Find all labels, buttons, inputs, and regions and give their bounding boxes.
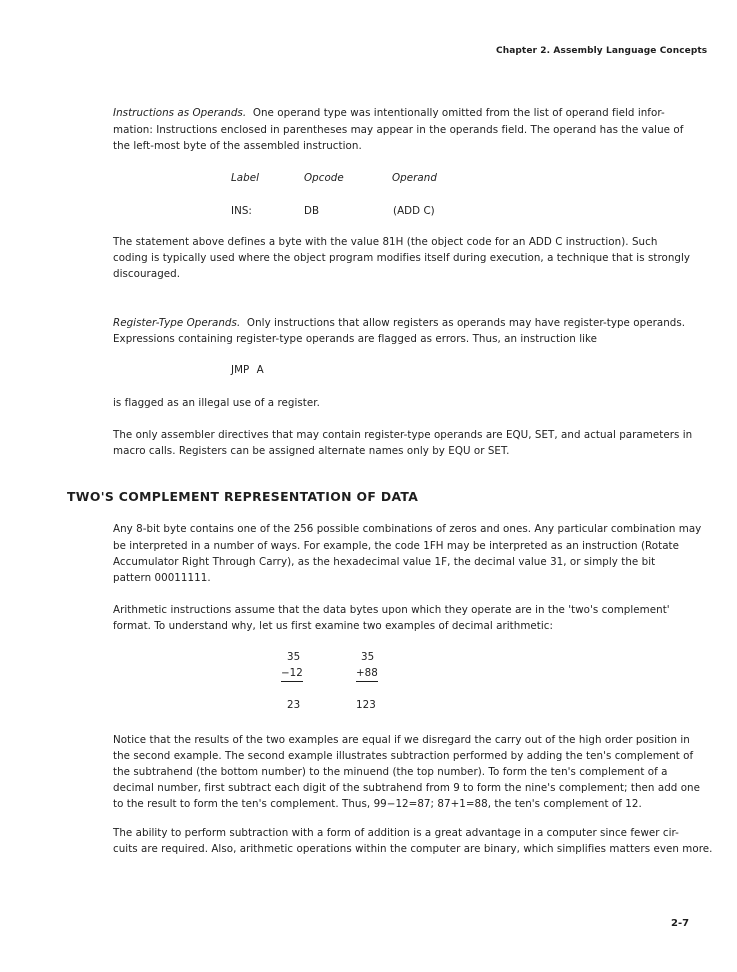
arith-a-subtrahend: −12 — [281, 667, 303, 682]
text-span: One operand type was intentionally omitted from the list of operand field infor- — [252, 107, 665, 119]
column-header-operand: Operand — [392, 172, 437, 184]
paragraph-line: The only assembler directives that may contain register-type operands are EQU, SET, and actual parameters in — [113, 429, 693, 441]
paragraph-line: Any 8-bit byte contains one of the 256 possible combinations of zeros and ones. Any particular combination may — [113, 523, 702, 535]
paragraph-line: coding is typically used where the object program modifies itself during execution, a technique that is strongly — [113, 252, 691, 264]
arith-b-top: 35 — [361, 651, 375, 663]
paragraph-line: discouraged. — [113, 268, 181, 280]
subsection-heading: Instructions as Operands. — [113, 107, 247, 119]
paragraph-line: Accumulator Right Through Carry), as the hexadecimal value 1F, the decimal value 31, or simply the bit — [113, 556, 656, 568]
paragraph-line: the left-most byte of the assembled instruction. — [113, 140, 362, 152]
column-header-label: Label — [231, 172, 260, 184]
running-header: Chapter 2. Assembly Language Concepts — [496, 46, 708, 56]
example-opcode: DB — [304, 205, 320, 217]
paragraph-line: Notice that the results of the two examples are equal if we disregard the carry out of the high order position in — [113, 734, 690, 746]
paragraph-line: cuits are required. Also, arithmetic operations within the computer are binary, which simplifies matters even more. — [113, 843, 713, 855]
arith-a-result: 23 — [287, 699, 301, 711]
paragraph-line: Arithmetic instructions assume that the data bytes upon which they operate are in the 'two's complement' — [113, 604, 670, 616]
section-title: TWO'S COMPLEMENT REPRESENTATION OF DATA — [67, 489, 419, 504]
column-header-opcode: Opcode — [304, 172, 344, 184]
arith-b-addend: +88 — [356, 667, 378, 682]
paragraph-line: to the result to form the ten's complement. Thus, 99−12=87; 87+1=88, the ten's complement of 12. — [113, 798, 642, 810]
paragraph-line — [113, 107, 665, 119]
subsection-heading: Register-Type Operands. — [113, 317, 241, 329]
text-span: Only instructions that allow registers as operands may have register-type operands. — [246, 317, 686, 329]
example-operand: (ADD C) — [393, 205, 435, 217]
paragraph-line: the subtrahend (the bottom number) to the minuend (the top number). To form the ten's complement of a — [113, 766, 668, 778]
paragraph-line: decimal number, first subtract each digit of the subtrahend from 9 to form the nine's complement; then add one — [113, 782, 701, 794]
paragraph-line: be interpreted in a number of ways. For example, the code 1FH may be interpreted as an instruction (Rotate — [113, 540, 680, 552]
paragraph-line: macro calls. Registers can be assigned alternate names only by EQU or SET. — [113, 445, 510, 457]
paragraph-line: is flagged as an illegal use of a register. — [113, 397, 320, 409]
paragraph-line: mation: Instructions enclosed in parentheses may appear in the operands field. The operand has the value of — [113, 124, 684, 136]
arith-a-top: 35 — [287, 651, 301, 663]
paragraph-line: the second example. The second example illustrates subtraction performed by adding the ten's complement of — [113, 750, 694, 762]
page-number: 2-7 — [671, 918, 690, 929]
code-example: JMP A — [231, 364, 264, 376]
paragraph-line: pattern 00011111. — [113, 572, 211, 584]
paragraph-line: Expressions containing register-type operands are flagged as errors. Thus, an instruction like — [113, 333, 598, 345]
paragraph-line — [113, 317, 685, 329]
example-label: INS: — [231, 205, 252, 217]
paragraph-line: format. To understand why, let us first examine two examples of decimal arithmetic: — [113, 620, 554, 632]
paragraph-line: The statement above defines a byte with the value 81H (the object code for an ADD C instruction). Such — [113, 236, 658, 248]
paragraph-line: The ability to perform subtraction with a form of addition is a great advantage in a computer since fewer cir- — [113, 827, 679, 839]
arith-b-result: 123 — [356, 699, 376, 711]
